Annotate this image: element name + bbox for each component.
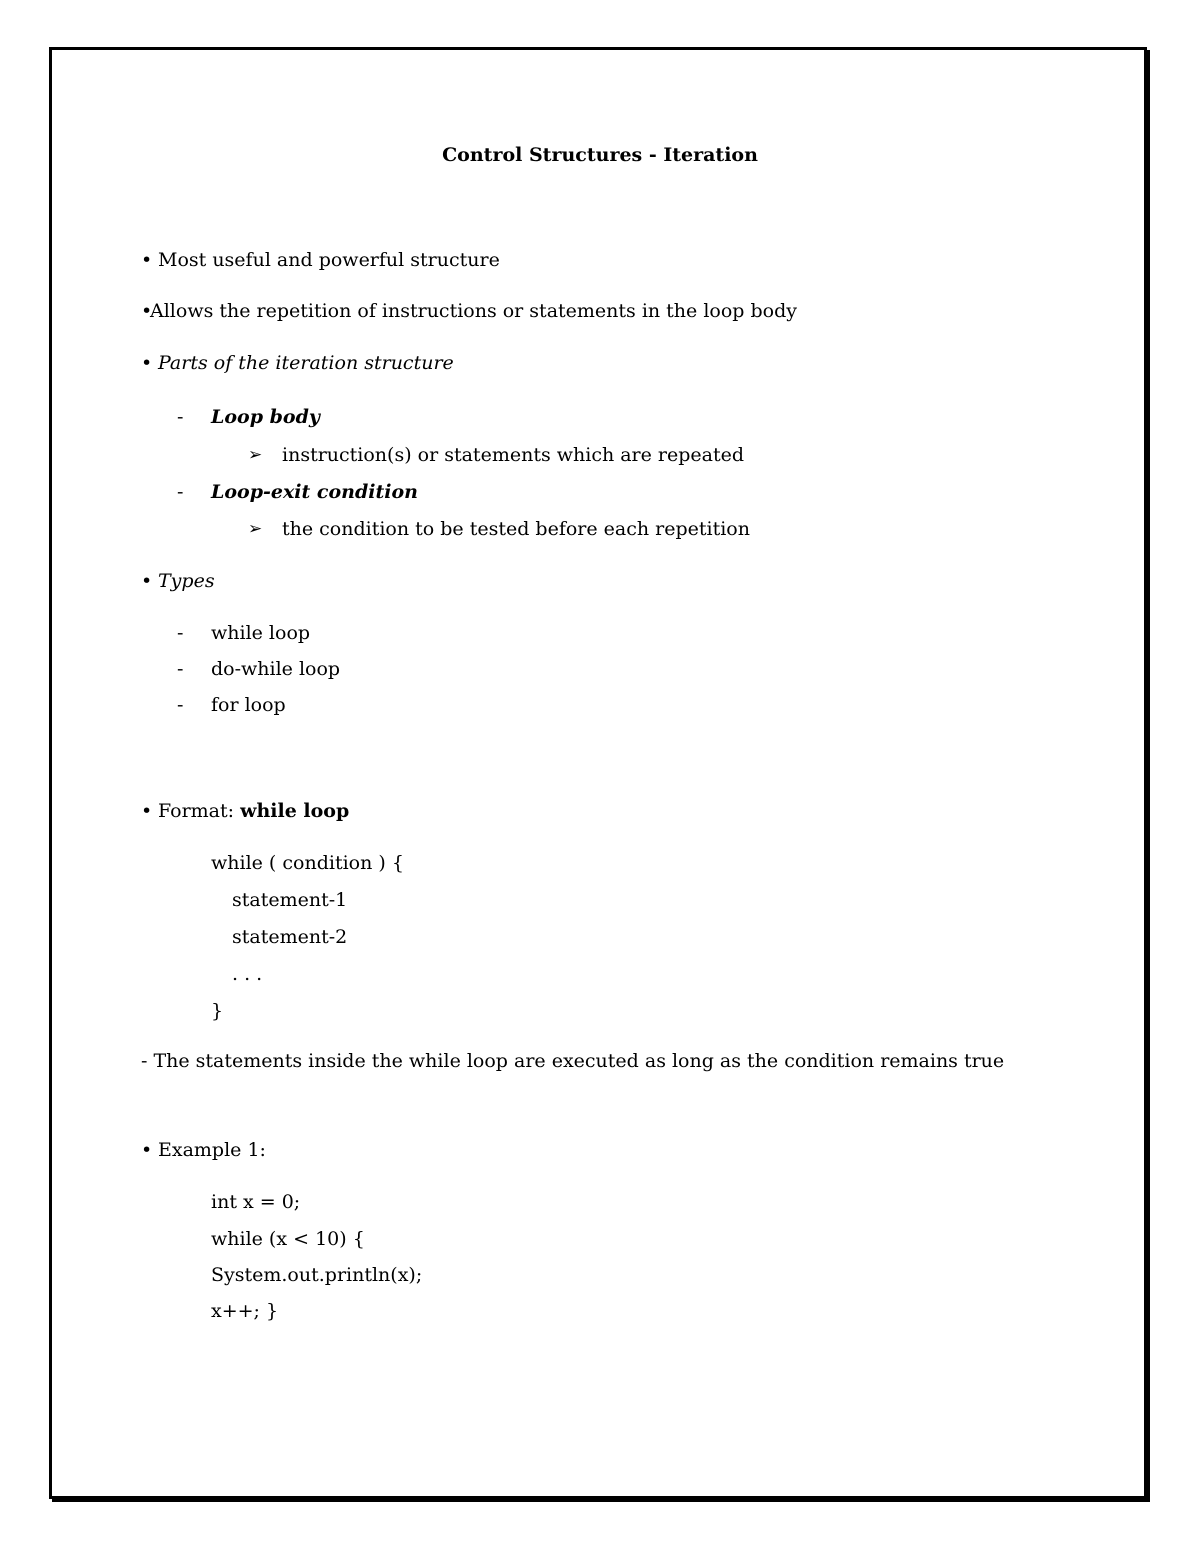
bullet-marker: • xyxy=(141,1139,153,1161)
example-heading: Example 1: xyxy=(158,1139,266,1161)
format-code-line: statement-2 xyxy=(232,926,348,948)
point-1: Most useful and powerful structure xyxy=(158,249,500,271)
format-code-line: statement-1 xyxy=(232,889,348,911)
point-2: Allows the repetition of instructions or statements in the loop body xyxy=(150,300,797,322)
format-code-line: . . . xyxy=(232,963,263,985)
bullet-marker: • xyxy=(141,800,153,822)
dash-marker: - xyxy=(177,406,184,428)
types-heading: Types xyxy=(158,570,215,592)
dash-marker: - xyxy=(177,481,184,503)
note-paragraph: - The statements inside the while loop are executed as long as the condition remains true xyxy=(141,1050,1005,1072)
point-3: Parts of the iteration structure xyxy=(158,352,454,374)
bullet-marker: • xyxy=(141,300,153,322)
type-item: while loop xyxy=(211,622,311,644)
example-code-line: System.out.println(x); xyxy=(211,1264,423,1286)
format-name: while loop xyxy=(240,800,350,822)
bullet-marker: • xyxy=(141,352,153,374)
format-code-line: while ( condition ) { xyxy=(211,852,404,874)
dash-marker: - xyxy=(177,658,184,680)
dash-marker: - xyxy=(177,694,184,716)
part-label-loop-exit: Loop-exit condition xyxy=(211,481,418,503)
example-code-line: x++; } xyxy=(211,1300,279,1322)
example-code-line: while (x < 10) { xyxy=(211,1228,365,1250)
part-label-loop-body: Loop body xyxy=(211,406,320,428)
page-title: Control Structures - Iteration xyxy=(442,144,758,166)
bullet-marker: • xyxy=(141,570,153,592)
type-item: for loop xyxy=(211,694,286,716)
format-line xyxy=(158,800,349,822)
part-detail-loop-exit: the condition to be tested before each repetition xyxy=(282,518,750,540)
part-detail-loop-body: instruction(s) or statements which are repeated xyxy=(282,444,745,466)
example-code-line: int x = 0; xyxy=(211,1191,301,1213)
bullet-marker: • xyxy=(141,249,153,271)
dash-marker: - xyxy=(177,622,184,644)
type-item: do-while loop xyxy=(211,658,341,680)
format-code-line: } xyxy=(211,1000,224,1022)
arrow-bullet-icon: ➢ xyxy=(248,519,263,539)
format-prefix: Format: xyxy=(158,800,235,822)
arrow-bullet-icon: ➢ xyxy=(248,445,263,465)
